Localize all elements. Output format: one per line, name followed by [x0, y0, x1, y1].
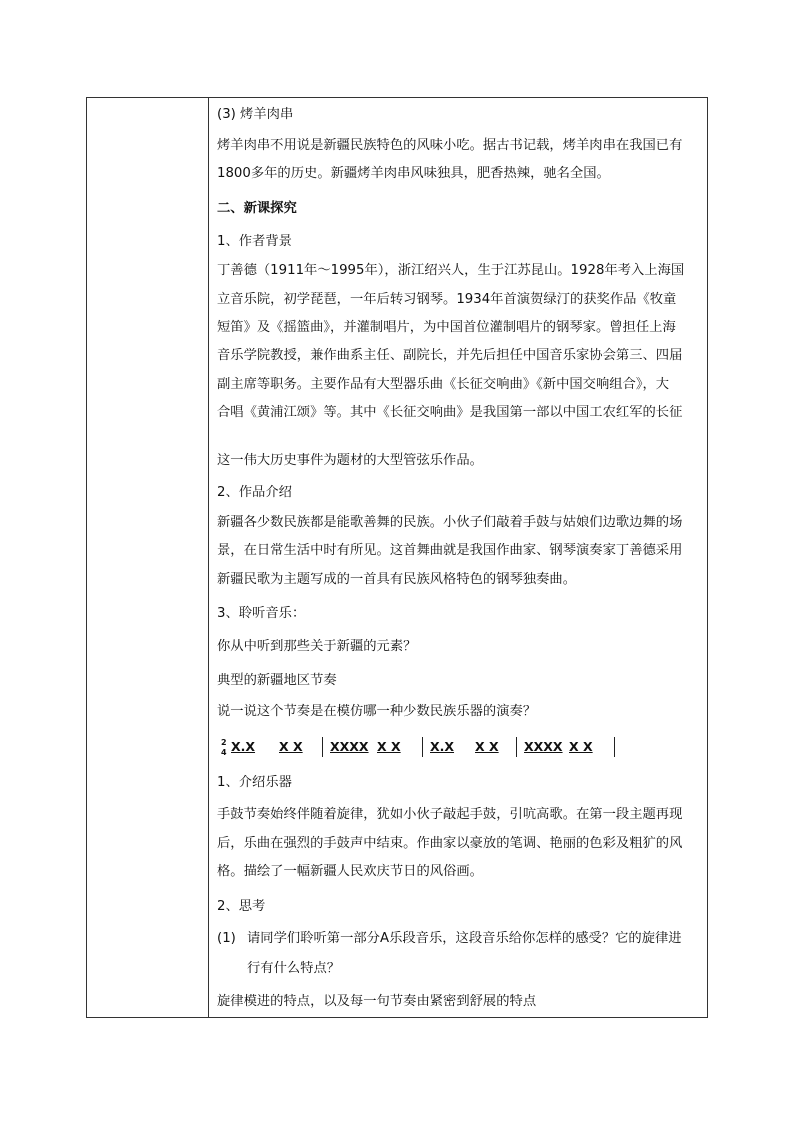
paragraph-line: 新疆民歌为主题写成的一首具有民族风格特色的钢琴独奏曲。	[217, 572, 577, 587]
answer: 旋律模进的特点，以及每一句节奏由紧密到舒展的特点	[217, 994, 537, 1009]
question: 行有什么特点？	[247, 961, 341, 976]
paragraph-line: 音乐学院教授，兼作曲系主任、副院长，并先后担任中国音乐家协会第三、四届	[217, 348, 683, 363]
rhythm-beat: X.X	[430, 739, 455, 754]
subheading: 2、思考	[217, 899, 266, 914]
paragraph-line: 手鼓节奏始终伴随着旋律，犹如小伙子敲起手鼓，引吭高歌。在第一段主题再现	[217, 807, 683, 822]
question: 请同学们聆听第一部分A乐段音乐，这段音乐给你怎样的感受？它的旋律进	[247, 931, 682, 946]
rhythm-beat: X X	[569, 739, 593, 754]
paragraph-line: 烤羊肉串不用说是新疆民族特色的风味小吃。据古书记载，烤羊肉串在我国已有	[217, 138, 683, 153]
subheading: 典型的新疆地区节奏	[217, 673, 337, 688]
paragraph-line: 新疆各少数民族都是能歌善舞的民族。小伙子们敲着手鼓与姑娘们边歌边舞的场	[217, 515, 683, 530]
rhythm-beat: X X	[279, 739, 303, 754]
question: 你从中听到那些关于新疆的元素？	[217, 639, 417, 654]
rhythm-notation	[217, 739, 697, 759]
paragraph-line: 这一伟大历史事件为题材的大型管弦乐作品。	[217, 453, 483, 468]
section-title: (3) 烤羊肉串	[217, 107, 294, 122]
question: 说一说这个节奏是在模仿哪一种少数民族乐器的演奏？	[217, 704, 537, 719]
time-signature-top: 2	[221, 738, 227, 747]
paragraph-line: 丁善德（1911年～1995年），浙江绍兴人，生于江苏昆山。1928年考入上海国	[217, 263, 685, 278]
rhythm-beat: XXXX	[330, 739, 369, 754]
rhythm-beat: X X	[475, 739, 499, 754]
paragraph-line: 后，乐曲在强烈的手鼓声中结束。作曲家以豪放的笔调、艳丽的色彩及粗犷的风	[217, 836, 683, 851]
rhythm-beat: X.X	[231, 739, 256, 754]
subheading: 1、作者背景	[217, 234, 292, 249]
rhythm-beat: XXXX	[524, 739, 563, 754]
heading: 二、新课探究	[217, 201, 297, 216]
paragraph-line: 副主席等职务。主要作品有大型器乐曲《长征交响曲》《新中国交响组合》，大	[217, 377, 670, 392]
bar-line	[322, 737, 323, 757]
time-signature-bottom: 4	[221, 748, 227, 757]
bar-line	[614, 737, 615, 757]
subheading: 3、聆听音乐：	[217, 606, 306, 621]
paragraph-line: 1800多年的历史。新疆烤羊肉串风味独具，肥香热辣，驰名全国。	[217, 166, 610, 181]
bar-line	[516, 737, 517, 757]
subheading: 1、介绍乐器	[217, 775, 292, 790]
bar-line	[422, 737, 423, 757]
paragraph-line: 景，在日常生活中时有所见。这首舞曲就是我国作曲家、钢琴演奏家丁善德采用	[217, 543, 683, 558]
subheading: 2、作品介绍	[217, 485, 292, 500]
paragraph-line: 格。描绘了一幅新疆人民欢庆节日的风俗画。	[217, 864, 483, 879]
paragraph-line: 短笛》及《摇篮曲》，并灌制唱片，为中国首位灌制唱片的钢琴家。曾担任上海	[217, 320, 676, 335]
question-number: (1)	[217, 931, 236, 946]
lesson-table	[86, 97, 708, 1018]
paragraph-line: 合唱《黄浦江颂》等。其中《长征交响曲》是我国第一部以中国工农红军的长征	[217, 405, 683, 420]
paragraph-line: 立音乐院，初学琵琶，一年后转习钢琴。1934年首演贺绿汀的获奖作品《牧童	[217, 292, 677, 307]
column-divider	[208, 98, 209, 1017]
rhythm-beat: X X	[377, 739, 401, 754]
